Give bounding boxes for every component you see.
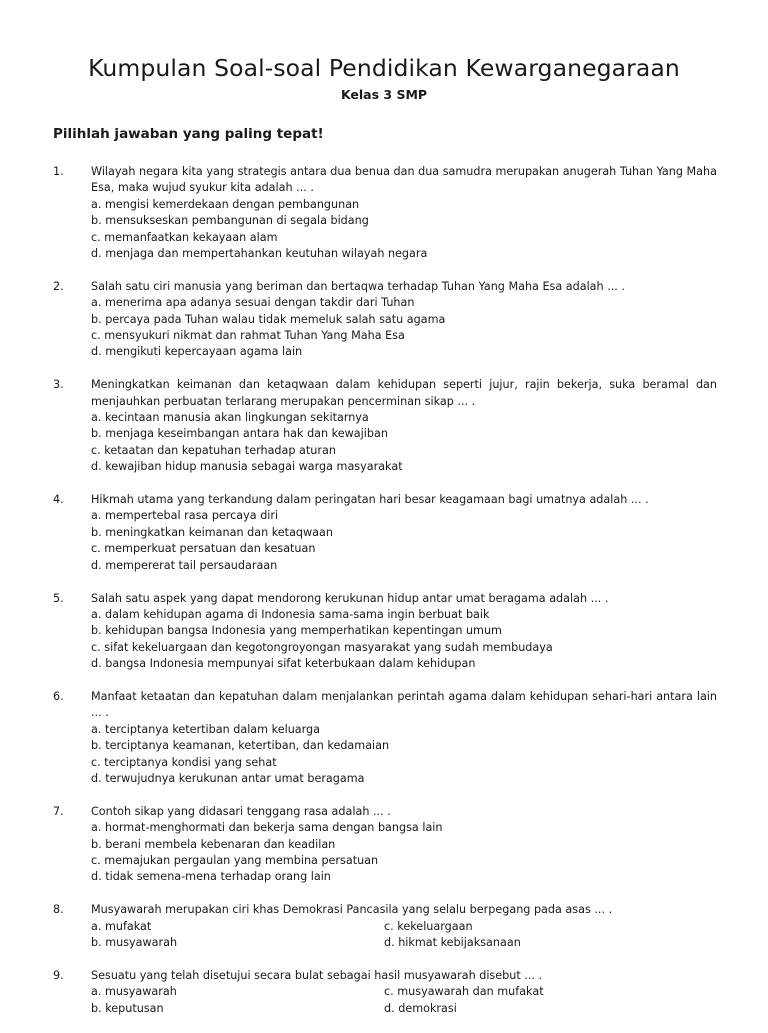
answer-option: d. demokrasi (384, 1001, 457, 1015)
answer-option: a. menerima apa adanya sesuai dengan takdir dari Tuhan (91, 296, 415, 310)
question-item (53, 492, 717, 574)
answer-option: d. bangsa Indonesia mempunyai sifat keterbukaan dalam kehidupan (91, 657, 476, 671)
question-text: Sesuatu yang telah disetujui secara bulat sebagai hasil musyawarah disebut ... . (91, 968, 543, 982)
answer-option: c. memanfaatkan kekayaan alam (91, 230, 278, 244)
answer-option: a. mufakat (91, 919, 152, 933)
question-number: 4. (53, 493, 64, 507)
question-number: 6. (53, 689, 64, 703)
answer-option: b. percaya pada Tuhan walau tidak memeluk salah satu agama (91, 312, 446, 326)
question-number: 2. (53, 279, 64, 293)
answer-option: c. ketaatan dan kepatuhan terhadap aturan (91, 443, 336, 457)
answer-option: a. dalam kehidupan agama di Indonesia sama-sama ingin berbuat baik (91, 607, 490, 621)
answer-option: b. menjaga keseimbangan antara hak dan kewajiban (91, 427, 388, 441)
answer-option: a. mempertebal rasa percaya diri (91, 509, 279, 523)
question-item (53, 279, 717, 361)
answer-option-grid (91, 919, 717, 952)
answer-option: a. hormat-menghormati dan bekerja sama dengan bangsa lain (91, 821, 443, 835)
instruction-text: Pilihlah jawaban yang paling tepat! (53, 126, 324, 142)
answer-option: d. tidak semena-mena terhadap orang lain (91, 870, 331, 884)
question-item (53, 902, 717, 951)
answer-option: b. meningkatkan keimanan dan ketaqwaan (91, 525, 333, 539)
answer-option-grid (91, 984, 717, 1017)
answer-option: b. mensukseskan pembangunan di segala bidang (91, 214, 369, 228)
question-number: 9. (53, 968, 64, 982)
answer-option: a. mengisi kemerdekaan dengan pembangunan (91, 197, 360, 211)
question-item (53, 377, 717, 475)
question-text: Contoh sikap yang didasari tenggang rasa adalah ... . (91, 804, 391, 818)
answer-option: a. kecintaan manusia akan lingkungan sekitarnya (91, 411, 369, 425)
question-text: Salah satu ciri manusia yang beriman dan bertaqwa terhadap Tuhan Yang Maha Esa adalah ... . (91, 279, 625, 293)
answer-option: b. terciptanya keamanan, ketertiban, dan kedamaian (91, 739, 390, 753)
answer-option: d. terwujudnya kerukunan antar umat beragama (91, 771, 365, 785)
document-subtitle: Kelas 3 SMP (340, 87, 428, 102)
answer-option: c. memajukan pergaulan yang membina persatuan (91, 853, 379, 867)
answer-option: a. musyawarah (91, 985, 177, 999)
question-number: 7. (53, 804, 64, 818)
answer-option: b. kehidupan bangsa Indonesia yang memperhatikan kepentingan umum (91, 624, 502, 638)
answer-option: c. memperkuat persatuan dan kesatuan (91, 542, 316, 556)
answer-option: d. hikmat kebijaksanaan (384, 935, 521, 949)
answer-option: b. musyawarah (91, 935, 178, 949)
answer-option: d. mempererat tail persaudaraan (91, 558, 278, 572)
answer-option: d. mengikuti kepercayaan agama lain (91, 345, 303, 359)
question-item (53, 968, 717, 1017)
answer-option: b. keputusan (91, 1001, 164, 1015)
question-item (53, 804, 717, 886)
answer-option: d. kewajiban hidup manusia sebagai warga masyarakat (91, 460, 403, 474)
answer-option: a. terciptanya ketertiban dalam keluarga (91, 722, 320, 736)
question-text: Meningkatkan keimanan dan ketaqwaan dalam kehidupan seperti jujur, rajin bekerja, suka beramal dan menjauhkan perbuatan terlarang merupakan pencerminan sikap ... . (91, 378, 717, 408)
answer-option: c. mensyukuri nikmat dan rahmat Tuhan Yang Maha Esa (91, 329, 405, 343)
answer-option: c. terciptanya kondisi yang sehat (91, 755, 277, 769)
question-number: 5. (53, 591, 64, 605)
question-number: 3. (53, 378, 64, 392)
question-number: 8. (53, 903, 64, 917)
question-text: Salah satu aspek yang dapat mendorong kerukunan hidup antar umat beragama adalah ... . (91, 591, 609, 605)
question-text: Manfaat ketaatan dan kepatuhan dalam menjalankan perintah agama dalam kehidupan sehari-hari antara lain ... . (91, 689, 717, 720)
question-text: Wilayah negara kita yang strategis antara dua benua dan dua samudra merupakan anugerah Tuhan Yang Maha Esa, maka wujud syukur kita adalah ... . (91, 165, 717, 195)
answer-option: c. kekeluargaan (384, 919, 473, 933)
answer-option: c. sifat kekeluargaan dan kegotongroyongan masyarakat yang sudah membudaya (91, 640, 553, 654)
document-title: Kumpulan Soal-soal Pendidikan Kewarganegaraan (88, 54, 680, 82)
question-list (53, 164, 717, 1033)
answer-option: b. berani membela kebenaran dan keadilan (91, 837, 336, 851)
question-text: Hikmah utama yang terkandung dalam peringatan hari besar keagamaan bagi umatnya adalah ... . (91, 493, 649, 507)
answer-option: c. musyawarah dan mufakat (384, 985, 544, 999)
answer-option: d. menjaga dan mempertahankan keutuhan wilayah negara (91, 247, 428, 261)
question-number: 1. (53, 165, 64, 178)
question-text: Musyawarah merupakan ciri khas Demokrasi Pancasila yang selalu berpegang pada asas ... . (91, 903, 613, 917)
question-item (53, 164, 717, 262)
question-item (53, 591, 717, 673)
question-item (53, 689, 717, 787)
